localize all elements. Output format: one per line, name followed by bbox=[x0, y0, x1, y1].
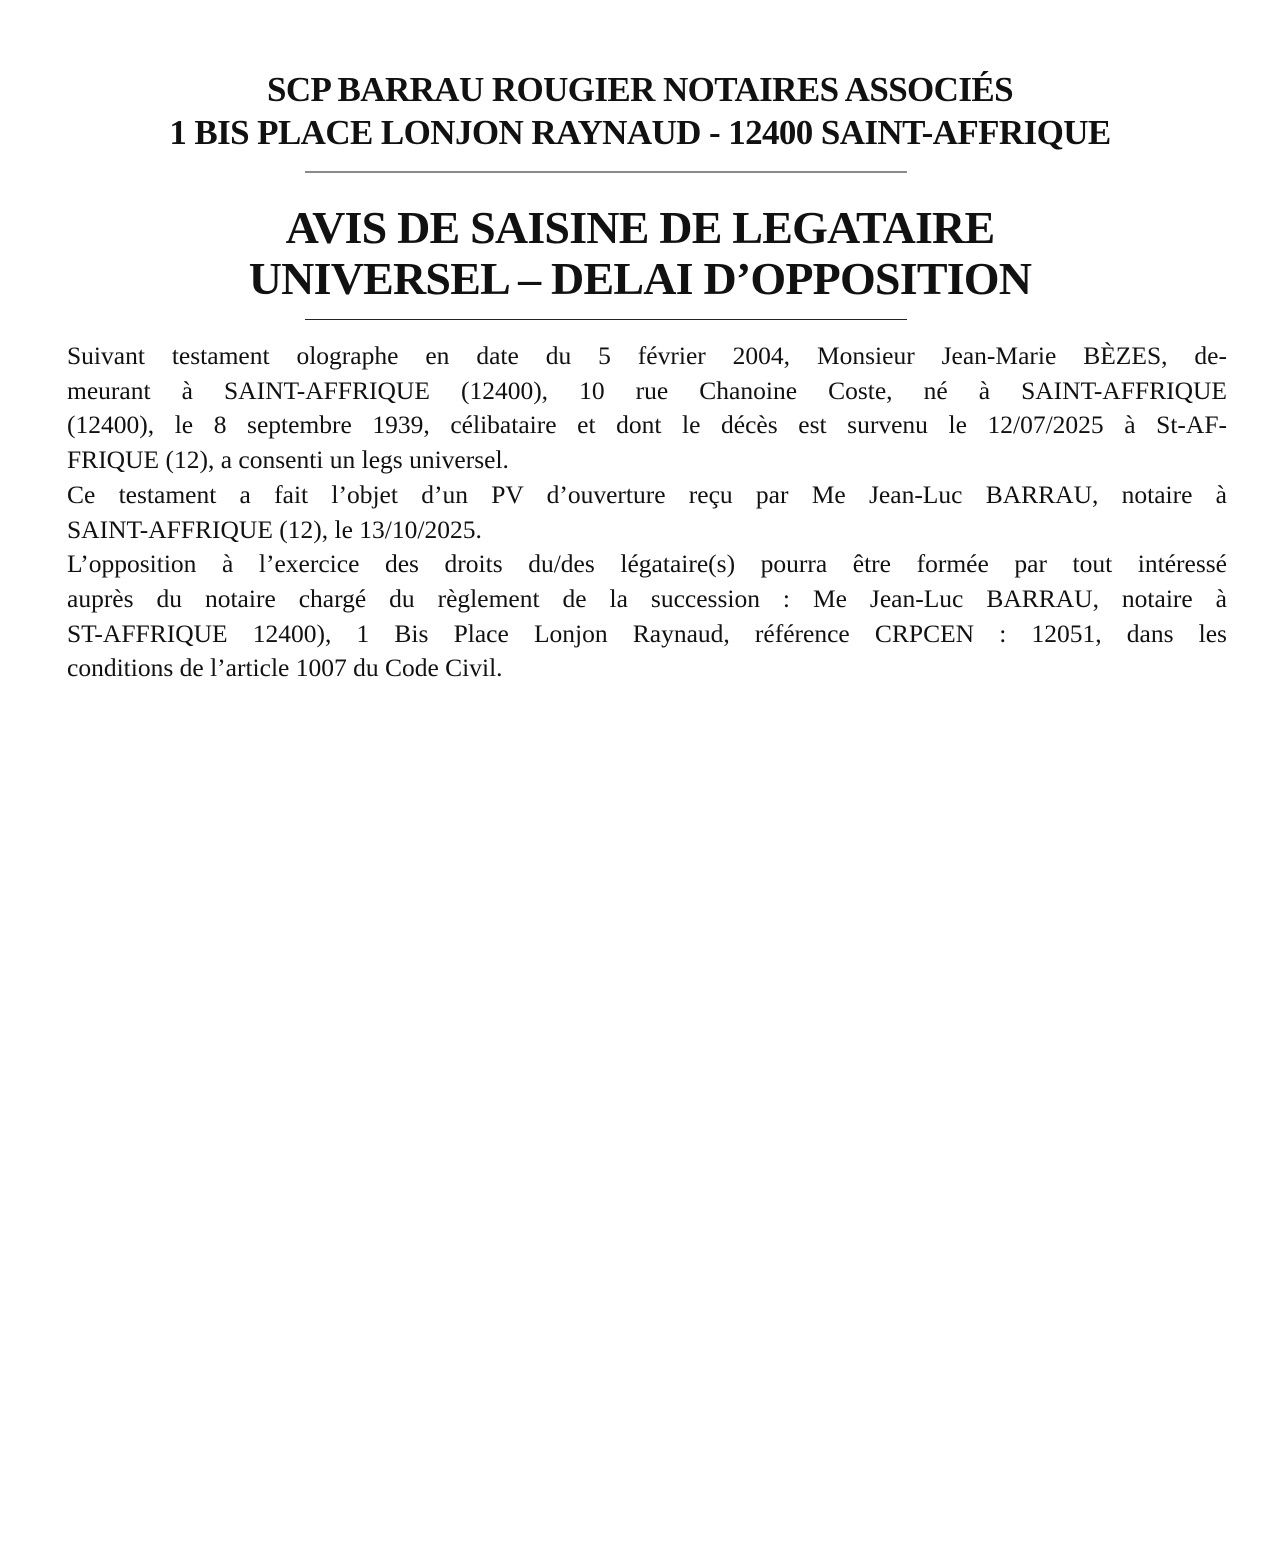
text-line: auprès du notaire chargé du règlement de la succession : Me Jean-Luc BARRAU, notaire à bbox=[67, 583, 1227, 613]
text-line: FRIQUE (12), a consenti un legs universel. bbox=[67, 445, 509, 475]
firm-name: SCP BARRAU ROUGIER NOTAIRES ASSOCIÉS bbox=[267, 70, 1013, 109]
firm-address: 1 BIS PLACE LONJON RAYNAUD - 12400 SAINT-AFFRIQUE bbox=[169, 113, 1111, 152]
title-line-2: UNIVERSEL – DELAI D’OPPOSITION bbox=[248, 253, 1032, 304]
text-line: SAINT-AFFRIQUE (12), le 13/10/2025. bbox=[67, 514, 482, 544]
text-line: (12400), le 8 septembre 1939, célibataire et dont le décès est survenu le 12/07/2025 à St-AF- bbox=[67, 410, 1227, 440]
paragraph-opposition bbox=[67, 547, 1227, 686]
header-divider bbox=[305, 171, 907, 173]
title-divider bbox=[305, 319, 907, 320]
paragraph-opening bbox=[67, 478, 1227, 547]
notary-header bbox=[0, 68, 1280, 154]
title-line-1: AVIS DE SAISINE DE LEGATAIRE bbox=[285, 202, 995, 253]
text-line: ST-AFFRIQUE 12400), 1 Bis Place Lonjon Raynaud, référence CRPCEN : 12051, dans les bbox=[67, 618, 1227, 648]
text-line: Suivant testament olographe en date du 5 février 2004, Monsieur Jean-Marie BÈZES, de- bbox=[67, 341, 1227, 370]
notice-title bbox=[0, 202, 1280, 304]
text-line: Ce testament a fait l’objet d’un PV d’ouverture reçu par Me Jean-Luc BARRAU, notaire à bbox=[67, 479, 1227, 509]
paragraph-testament bbox=[67, 339, 1227, 478]
text-line: conditions de l’article 1007 du Code Civil. bbox=[67, 653, 503, 683]
text-line: L’opposition à l’exercice des droits du/des légataire(s) pourra être formée par tout intéressé bbox=[67, 549, 1227, 579]
text-line: meurant à SAINT-AFFRIQUE (12400), 10 rue Chanoine Coste, né à SAINT-AFFRIQUE bbox=[67, 375, 1227, 405]
notice-body bbox=[67, 339, 1227, 686]
